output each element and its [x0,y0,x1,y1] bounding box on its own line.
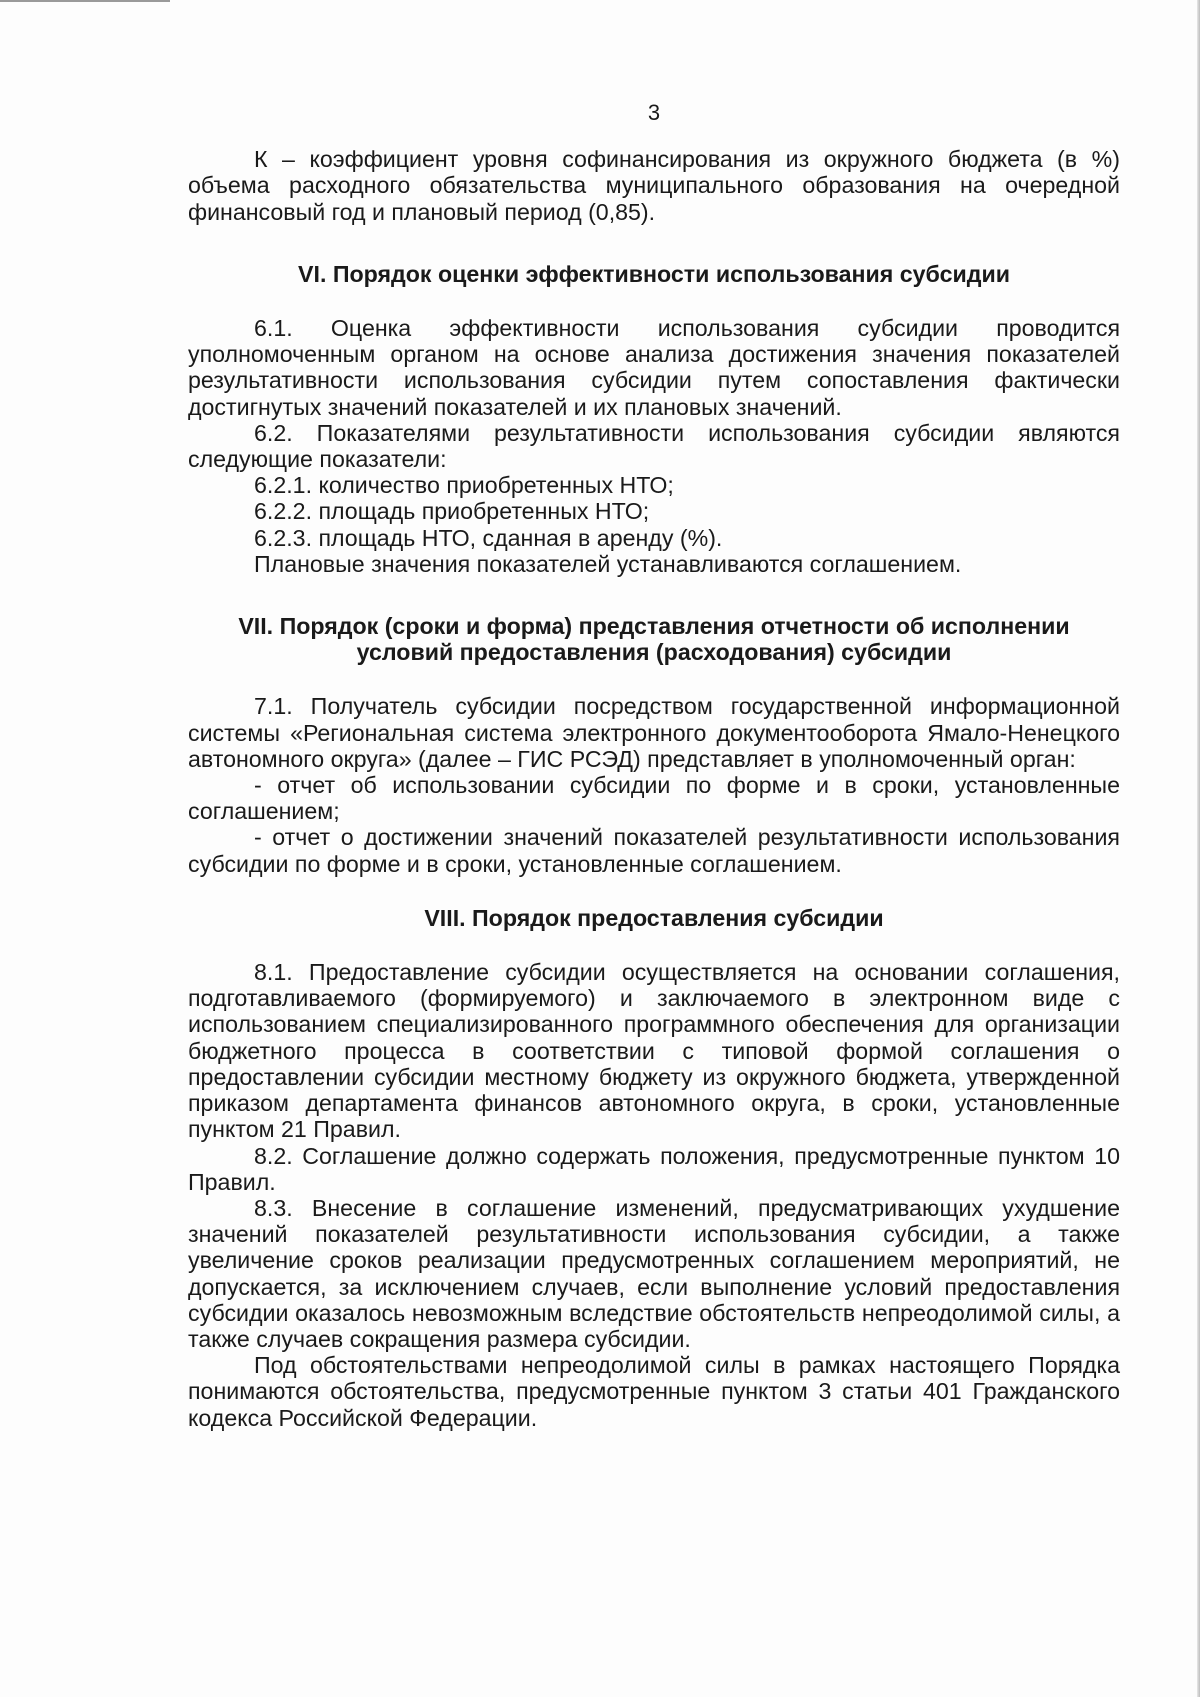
paragraph-6-2-1: 6.2.1. количество приобретенных НТО; [254,472,674,499]
document-content [188,100,1120,1431]
paragraph-6-2-3: 6.2.3. площадь НТО, сданная в аренду (%). [254,524,723,551]
paragraph-8-2: 8.2. Соглашение должно содержать положения, предусмотренные пунктом 10 Правил. [188,1142,1120,1195]
section-8-heading: VIII. Порядок предоставления субсидии [424,904,884,931]
paragraph-6-1: 6.1. Оценка эффективности использования субсидии проводится уполномоченным органом на основе анализа достижения значения показателей результативности использования субсидии путем сопоставления фактически достигнутых значений показателей и их плановых значений. [188,315,1120,420]
paragraph-plan-values: Плановые значения показателей устанавливаются соглашением. [254,550,962,577]
paragraph-report-usage: - отчет об использовании субсидии по форме и в сроки, установленные соглашением; [188,772,1120,825]
section-7-heading-line2: условий предоставления (расходования) субсидии [356,639,952,666]
section-7-heading [188,613,1120,665]
paragraph-6-2-2: 6.2.2. площадь приобретенных НТО; [254,498,650,525]
intro-paragraph: К – коэффициент уровня софинансирования из окружного бюджета (в %) объема расходного обязательства муниципального образования на очередной финансовый год и плановый период (0,85). [188,146,1120,225]
page-number: 3 [647,100,661,125]
paragraph-8-1: 8.1. Предоставление субсидии осуществляется на основании соглашения, подготавливаемого (формируемого) и заключаемого в электронном виде с использованием специализированного программного обеспечения для организации бюджетного процесса в соответствии с типовой формой соглашения о предоставлении субсидии местному бюджету из окружного бюджета, утвержденной приказом департамента финансов автономного округа, в сроки, установленные пунктом 21 Правил. [188,959,1120,1143]
paragraph-6-2: 6.2. Показателями результативности использования субсидии являются следующие показатели: [188,419,1120,473]
section-6-heading: VI. Порядок оценки эффективности использования субсидии [298,260,1010,287]
paragraph-report-results: - отчет о достижении значений показателей результативности использования субсидии по форме и в сроки, установленные соглашением. [188,824,1120,877]
paragraph-7-1: 7.1. Получатель субсидии посредством государственной информационной системы «Региональная система электронного документооборота Ямало-Ненецкого автономного округа» (далее – ГИС РСЭД) представляет в уполномоченный орган: [188,693,1120,772]
paragraph-8-3: 8.3. Внесение в соглашение изменений, предусматривающих ухудшение значений показателей результативности использования субсидии, а также увеличение сроков реализации предусмотренных соглашением мероприятий, не допускается, за исключением случаев, если выполнение условий предоставления субсидии оказалось невозможным вследствие обстоятельств непреодолимой силы, а также случаев сокращения размера субсидии. [188,1194,1120,1352]
section-7-heading-line1: VII. Порядок (сроки и форма) представления отчетности об исполнении [238,613,1070,640]
scan-edge-top [0,0,170,2]
paragraph-force-majeure: Под обстоятельствами непреодолимой силы в рамках настоящего Порядка понимаются обстоятельства, предусмотренные пунктом 3 статьи 401 Гражданского кодекса Российской Федерации. [188,1352,1120,1431]
